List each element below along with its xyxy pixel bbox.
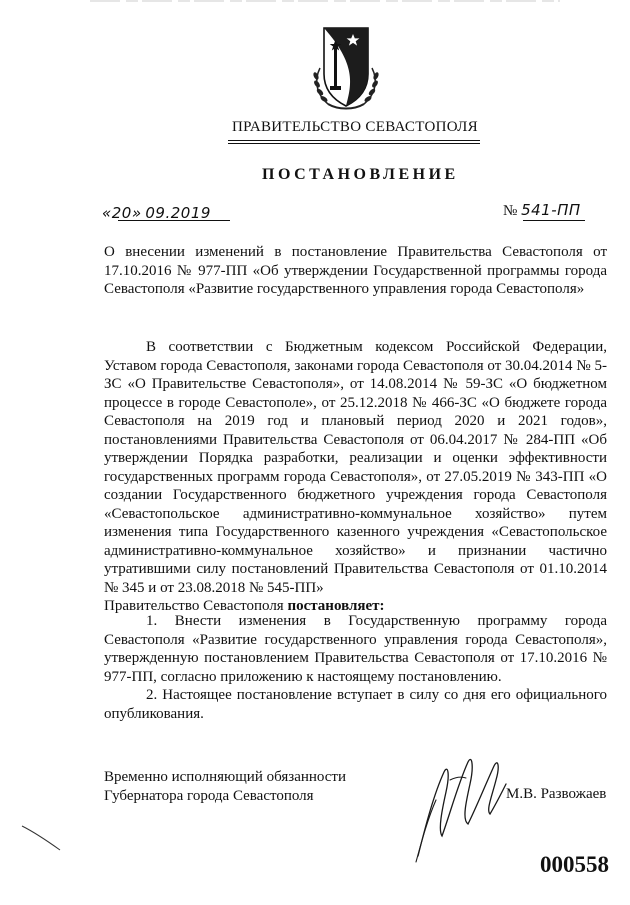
date-day: 20 [111, 204, 132, 222]
title-underline [228, 140, 480, 141]
decree-subject: О внесении изменений в постановление Правительства Севастополя от 17.10.2016 № 977-ПП «Об утверждении Государственной программы города Севастополя «Развитие государственного управления города Севастополя» [104, 244, 607, 297]
number-underline [523, 220, 585, 221]
document-type-heading: ПОСТАНОВЛЕНИЕ [262, 166, 459, 183]
coat-of-arms-icon [306, 24, 386, 116]
number-sign: № [503, 203, 518, 219]
decree-item-2: 2. Настоящее постановление вступает в силу со дня его официального опубликования. [104, 687, 607, 722]
signatory-position-line2: Губернатора города Севастополя [104, 787, 314, 804]
title-underline-thin [228, 143, 480, 144]
decree-number [503, 201, 581, 220]
handwritten-signature [398, 744, 508, 864]
decree-items [104, 612, 607, 723]
date-close-quote: » [131, 204, 142, 222]
signatory-position-line1: Временно исполняющий обязанности [104, 769, 347, 785]
date-open-quote: « [102, 204, 112, 222]
number-value: 541-ПП [521, 201, 581, 219]
decree-item-1: 1. Внести изменения в Государственную программу города Севастополя «Развитие государственного управления города Севастополя», утвержденную постановлением Правительства Севастополя от 17.10.2016 № 977-ПП, согласно приложению к настоящему постановлению. [104, 613, 607, 685]
date-month-year: 09.2019 [145, 204, 211, 222]
signatory-position [104, 768, 346, 805]
preamble-tail: Правительство Севастополя [104, 598, 284, 614]
serial-number: 000558 [540, 852, 609, 877]
decree-word: постановляет: [287, 598, 385, 614]
date-underline [118, 220, 230, 221]
organization-title: ПРАВИТЕЛЬСТВО СЕВАСТОПОЛЯ [232, 119, 478, 135]
preamble-text: В соответствии с Бюджетным кодексом Российской Федерации, Уставом города Севастополя, законами города Севастополя от 30.04.2014 № 5-ЗС «О Правительстве Севастополя», от 14.08.2014 № 59-ЗС «О бюджетном процессе в городе Севастополе», от 25.12.2018 № 466-ЗС «О бюджете города Севастополя на 2019 год и плановый период 2020 и 2021 годов», постановлениями Правительства Севастополя от 06.04.2017 № 284-ПП «Об утверждении Порядка разработки, реализации и оценки эффективности государственных программ города Севастополя», от 27.05.2019 № 343-ПП «О создании Государственного бюджетного учреждения города Севастополя «Севастопольское административно-коммунальное хозяйство» путем изменения типа Государственного казенного учреждения «Севастопольское административно-коммунальное хозяйство» и признании частично утратившими силу постановлений Правительства Севастополя от 01.10.2014 № 345 и от 23.08.2018 № 545-ПП» [104, 339, 607, 596]
preamble [104, 338, 607, 616]
signatory-name: М.В. Развожаев [506, 786, 607, 802]
scan-stray-mark [20, 822, 64, 854]
scan-edge-mark [0, 0, 630, 4]
preamble-paragraph [104, 338, 607, 597]
